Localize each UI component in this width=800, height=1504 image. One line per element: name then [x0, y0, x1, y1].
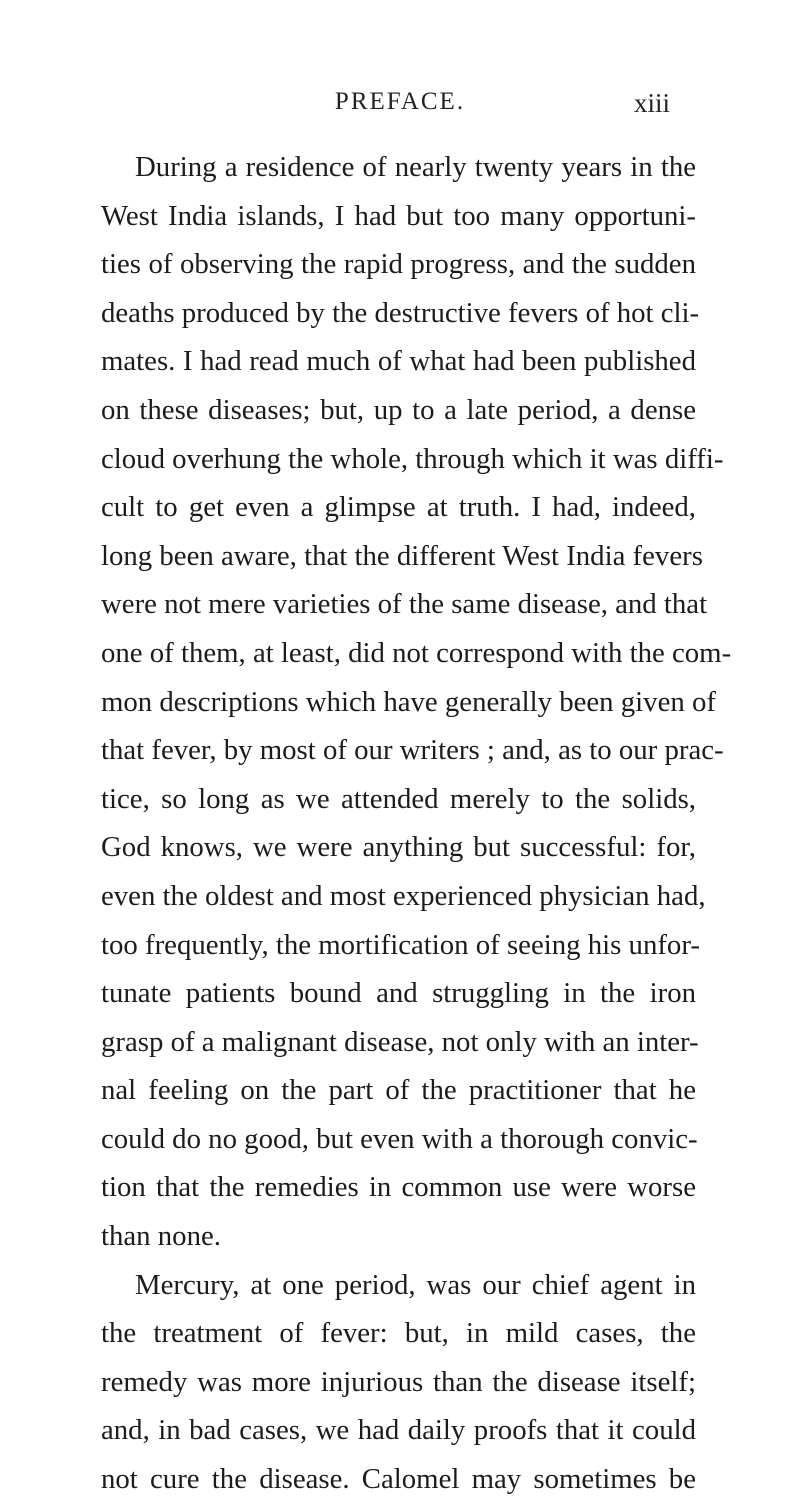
- text-line: nal feeling on the part of the practitioner that he: [101, 1074, 696, 1107]
- text-line: tunate patients bound and struggling in the iron: [101, 977, 696, 1010]
- text-line: During a residence of nearly twenty years in the: [135, 151, 696, 183]
- text-line: tion that the remedies in common use were worse: [101, 1171, 696, 1204]
- text-line: long been aware, that the different West India fevers: [101, 539, 703, 572]
- text-line: grasp of a malignant disease, not only with an inter-: [101, 1025, 699, 1058]
- text-line: mon descriptions which have generally been given of: [101, 685, 716, 718]
- text-line: ties of observing the rapid progress, and the sudden: [101, 248, 696, 281]
- text-line: that fever, by most of our writers ; and, as to our prac-: [101, 734, 724, 767]
- text-line: remedy was more injurious than the disease itself;: [101, 1365, 696, 1398]
- text-line: tice, so long as we attended merely to the solids,: [101, 782, 696, 815]
- text-line: than none.: [101, 1220, 221, 1253]
- text-line: cult to get even a glimpse at truth. I had, indeed,: [101, 491, 696, 524]
- text-line: and, in bad cases, we had daily proofs that it could: [101, 1414, 696, 1447]
- text-line: Mercury, at one period, was our chief agent in: [135, 1268, 696, 1301]
- paragraph-2: [101, 1261, 696, 1504]
- text-line: cloud overhung the whole, through which it was diffi-: [101, 442, 724, 475]
- text-line: were not mere varieties of the same disease, and that: [101, 588, 708, 621]
- running-title: PREFACE.: [334, 88, 466, 115]
- running-head: [0, 88, 800, 128]
- text-line: deaths produced by the destructive fevers of hot cli-: [101, 296, 700, 329]
- text-line: one of them, at least, did not correspond with the com-: [101, 636, 732, 669]
- text-line: mates. I had read much of what had been published: [101, 345, 696, 378]
- text-line: too frequently, the mortification of seeing his unfor-: [101, 928, 700, 961]
- body-text: [101, 143, 732, 1504]
- text-line: could do no good, but even with a thorough convic-: [101, 1122, 698, 1155]
- text-line: even the oldest and most experienced physician had,: [101, 879, 706, 912]
- text-line: God knows, we were anything but successful: for,: [101, 831, 696, 864]
- text-line: the treatment of fever: but, in mild cases, the: [101, 1317, 696, 1350]
- page-number: xiii: [633, 88, 670, 118]
- text-line: on these diseases; but, up to a late period, a dense: [101, 393, 696, 426]
- paragraph-1: [101, 143, 732, 1261]
- text-line: West India islands, I had but too many opportuni-: [101, 199, 696, 232]
- text-line: not cure the disease. Calomel may sometimes be: [101, 1463, 696, 1496]
